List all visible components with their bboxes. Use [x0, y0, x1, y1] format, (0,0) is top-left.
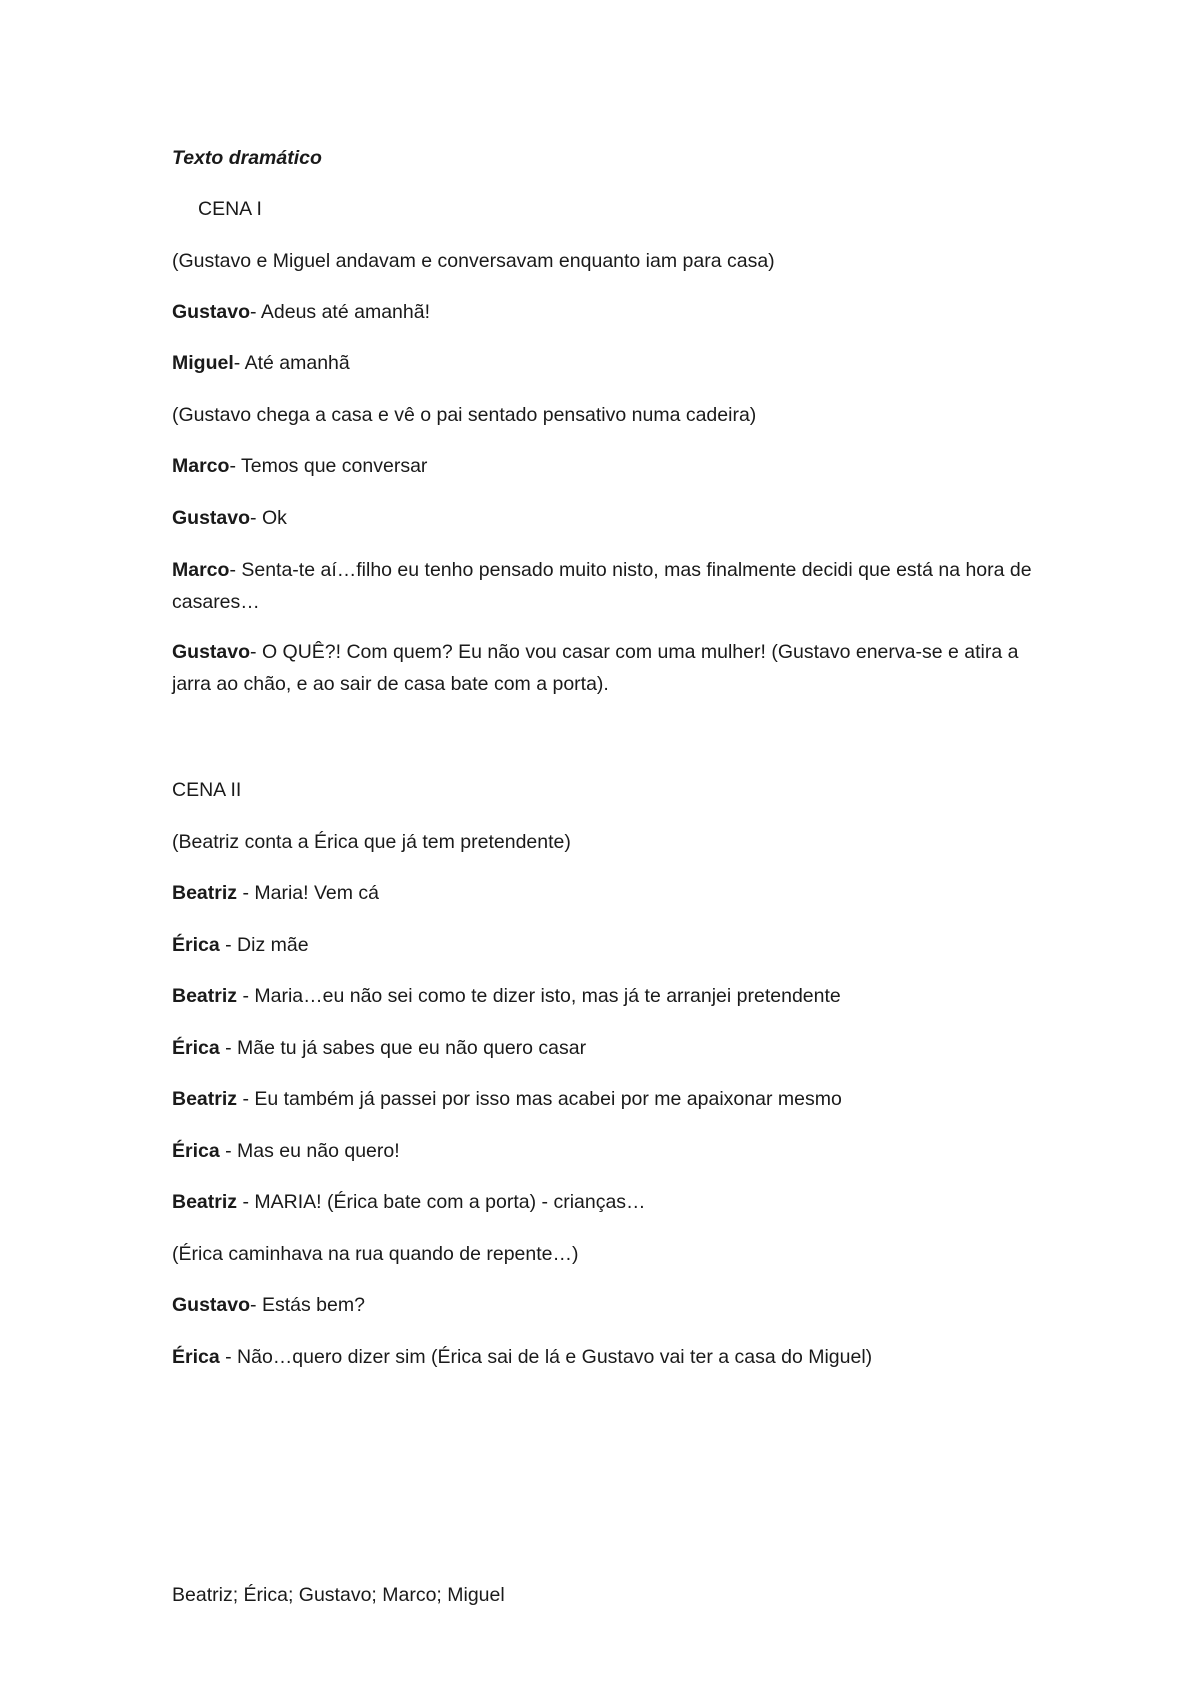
dialogue-line: [172, 502, 1052, 534]
speaker-name: Gustavo: [172, 641, 251, 663]
speech-text: - Mas eu não quero!: [219, 1140, 400, 1162]
speech-text: - Temos que conversar: [229, 455, 428, 477]
speech-text: - Maria! Vem cá: [237, 882, 379, 904]
speaker-name: Beatriz: [172, 882, 238, 904]
speech-text: - Não…quero dizer sim (Érica sai de lá e Gustavo vai ter a casa do Miguel): [219, 1346, 873, 1368]
speech-text: - Eu também já passei por isso mas acabei por me apaixonar mesmo: [237, 1088, 842, 1110]
speaker-name: Érica: [172, 1140, 220, 1162]
dialogue-line: [172, 877, 1052, 909]
speaker-name: Beatriz: [172, 985, 238, 1007]
speaker-name: Gustavo: [172, 507, 251, 529]
stage-direction: (Érica caminhava na rua quando de repente…): [172, 1243, 579, 1265]
speech-text: - Estás bem?: [250, 1294, 365, 1316]
speaker-name: Beatriz: [172, 1191, 238, 1213]
dialogue-line: [172, 1289, 1052, 1321]
speaker-name: Gustavo: [172, 1294, 251, 1316]
speaker-name: Érica: [172, 1346, 220, 1368]
stage-direction: (Gustavo chega a casa e vê o pai sentado pensativo numa cadeira): [172, 404, 757, 426]
speech-text: - Diz mãe: [219, 934, 309, 956]
speaker-name: Érica: [172, 934, 220, 956]
stage-direction: (Beatriz conta a Érica que já tem pretendente): [172, 831, 571, 853]
dialogue-line: [172, 1135, 1052, 1167]
speech-text: - Mãe tu já sabes que eu não quero casar: [219, 1037, 587, 1059]
speech-text: - Adeus até amanhã!: [250, 301, 430, 323]
speech-text: - Maria…eu não sei como te dizer isto, mas já te arranjei pretendente: [237, 985, 841, 1007]
speaker-name: Érica: [172, 1037, 220, 1059]
scene-heading: CENA II: [172, 779, 242, 801]
speaker-name: Marco: [172, 455, 230, 477]
dialogue-line: [172, 450, 1052, 482]
character-list: Beatriz; Érica; Gustavo; Marco; Miguel: [172, 1584, 505, 1606]
scene-heading: CENA I: [198, 198, 262, 220]
dialogue-line: [172, 347, 1052, 379]
stage-direction: (Gustavo e Miguel andavam e conversavam enquanto iam para casa): [172, 250, 775, 272]
dialogue-line: [172, 636, 1052, 700]
speaker-name: Beatriz: [172, 1088, 238, 1110]
speaker-name: Gustavo: [172, 301, 251, 323]
speaker-name: Miguel: [172, 352, 234, 374]
dialogue-line: [172, 296, 1052, 328]
speaker-name: Marco: [172, 559, 230, 581]
speech-text: - O QUÊ?! Com quem? Eu não vou casar com uma mulher! (Gustavo enerva-se e atira a jarra ao chão, e ao sair de casa bate com a porta).: [172, 641, 1019, 695]
dialogue-line: [172, 554, 1052, 618]
dialogue-line: [172, 929, 1052, 961]
document-title: Texto dramático: [172, 147, 322, 169]
speech-text: - Até amanhã: [233, 352, 350, 374]
dialogue-line: [172, 980, 1052, 1012]
dialogue-line: [172, 1186, 1052, 1218]
speech-text: - MARIA! (Érica bate com a porta) - crianças…: [237, 1191, 646, 1213]
dialogue-line: [172, 1032, 1052, 1064]
speech-text: - Senta-te aí…filho eu tenho pensado muito nisto, mas finalmente decidi que está na hora de casares…: [172, 559, 1032, 613]
speech-text: - Ok: [250, 507, 287, 529]
dialogue-line: [172, 1083, 1052, 1115]
dialogue-line: [172, 1341, 1052, 1373]
